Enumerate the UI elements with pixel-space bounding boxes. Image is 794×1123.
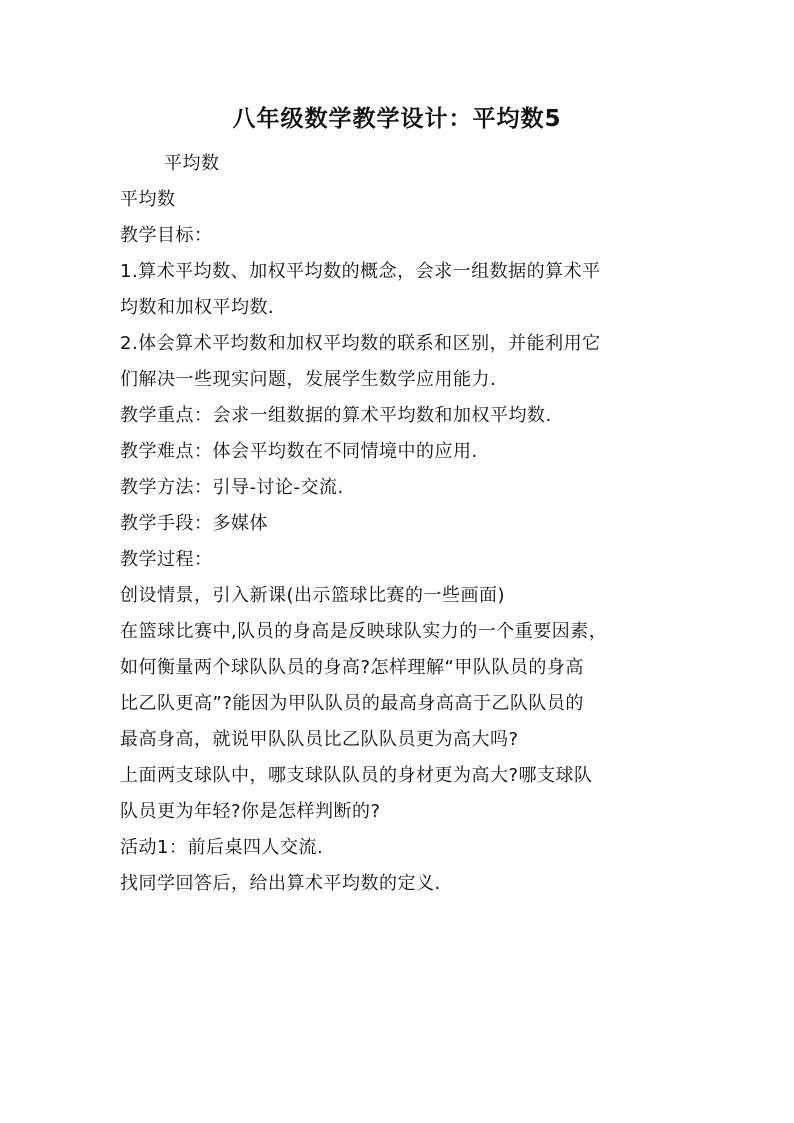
paragraph-line: 们解决一些现实问题，发展学生数学应用能力. [120,369,497,390]
paragraph-line: 在篮球比赛中,队员的身高是反映球队实力的一个重要因素， [120,621,608,642]
paragraph-line: 最高身高，就说甲队队员比乙队队员更为高大吗? [120,729,519,750]
section-heading-objectives: 教学目标： [120,225,213,246]
paragraph-line: 队员更为年轻?你是怎样判断的? [120,801,381,822]
paragraph-line: 上面两支球队中，哪支球队队员的身材更为高大?哪支球队 [120,765,593,786]
section-heading-process: 教学过程： [120,549,213,570]
paragraph-line: 平均数 [120,189,176,210]
paragraph-line: 2.体会算术平均数和加权平均数的联系和区别，并能利用它 [120,333,601,354]
paragraph-line: 教学方法：引导-讨论-交流. [120,477,344,498]
paragraph-line: 活动1：前后桌四人交流. [120,837,324,858]
paragraph-line: 1.算术平均数、加权平均数的概念，会求一组数据的算术平 [120,261,601,282]
paragraph-line: 教学难点：体会平均数在不同情境中的应用. [120,441,478,462]
paragraph-line: 教学重点：会求一组数据的算术平均数和加权平均数. [120,405,552,426]
paragraph-line: 创设情景，引入新课(出示篮球比赛的一些画面) [120,585,506,606]
document-body [120,146,680,902]
document-title: 八年级数学教学设计：平均数5 [232,106,562,132]
paragraph-line: 找同学回答后，给出算术平均数的定义. [120,873,441,894]
paragraph-line: 如何衡量两个球队队员的身高?怎样理解“甲队队员的身高 [120,657,584,678]
paragraph-line: 均数和加权平均数. [120,297,275,318]
paragraph-line: 教学手段：多媒体 [120,513,268,534]
paragraph-line: 比乙队更高”?能因为甲队队员的最高身高高于乙队队员的 [120,693,584,714]
subtitle-line: 平均数 [164,153,220,174]
